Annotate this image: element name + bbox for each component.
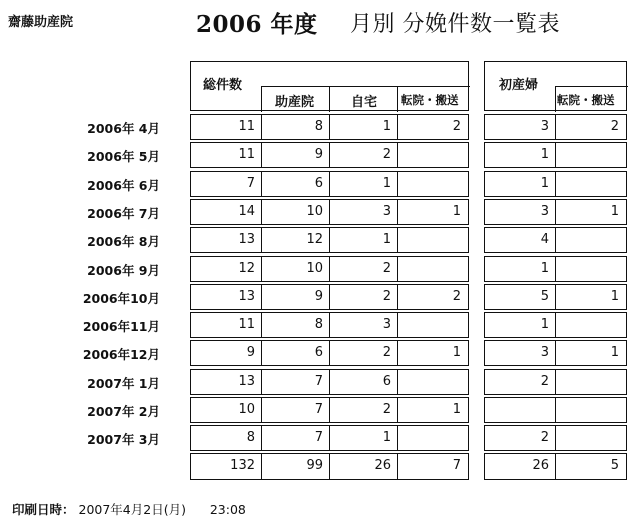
cell-total: 10 xyxy=(238,402,255,417)
cell-home: 1 xyxy=(329,228,397,252)
report-title: 月別 分娩件数一覧表 xyxy=(350,12,560,37)
cell-primipara-transfer: 1 xyxy=(555,200,625,224)
month-label: 2007年 1月 xyxy=(87,376,160,391)
total-primipara-transfer: 5 xyxy=(555,454,625,479)
total-primipara: 26 xyxy=(532,458,549,473)
cell-primipara-transfer xyxy=(555,313,625,337)
total-transfer: 7 xyxy=(397,454,467,479)
cell-total: 13 xyxy=(238,232,255,247)
cell-midwifery: 9 xyxy=(261,285,329,309)
month-label: 2006年 5月 xyxy=(87,149,160,164)
cell-home: 2 xyxy=(329,398,397,422)
header-midwifery: 助産院 xyxy=(275,95,315,110)
cell-primipara: 1 xyxy=(540,147,549,162)
cell-home: 1 xyxy=(329,115,397,139)
month-label: 2006年11月 xyxy=(82,319,160,334)
totals-main-box xyxy=(190,453,469,480)
cell-primipara-transfer xyxy=(555,426,625,450)
cell-transfer: 1 xyxy=(397,398,467,422)
table-row xyxy=(190,227,469,253)
table-row-primipara xyxy=(484,199,627,225)
table-row-primipara xyxy=(484,425,627,451)
table-row xyxy=(190,340,469,366)
cell-total: 8 xyxy=(246,430,255,445)
table-row-primipara xyxy=(484,312,627,338)
cell-total: 12 xyxy=(238,261,255,276)
cell-total: 9 xyxy=(246,345,255,360)
table-row xyxy=(190,142,469,168)
cell-primipara: 2 xyxy=(540,430,549,445)
header-main-group xyxy=(190,61,469,111)
cell-primipara-transfer xyxy=(555,370,625,394)
cell-midwifery: 7 xyxy=(261,370,329,394)
cell-total: 11 xyxy=(238,317,255,332)
table-row-primipara xyxy=(484,227,627,253)
cell-midwifery: 8 xyxy=(261,115,329,139)
month-label: 2006年10月 xyxy=(82,291,160,306)
table-row-primipara xyxy=(484,340,627,366)
table-row-primipara xyxy=(484,171,627,197)
month-label: 2006年 8月 xyxy=(87,234,160,249)
report-year-title: 2006 年度 xyxy=(196,11,318,38)
cell-primipara xyxy=(485,398,555,422)
cell-transfer xyxy=(397,257,467,281)
cell-transfer: 2 xyxy=(397,285,467,309)
cell-primipara: 1 xyxy=(540,317,549,332)
cell-primipara-transfer: 1 xyxy=(555,285,625,309)
total-total: 132 xyxy=(230,458,255,473)
cell-home: 6 xyxy=(329,370,397,394)
cell-total: 7 xyxy=(246,176,255,191)
cell-home: 2 xyxy=(329,341,397,365)
cell-home: 1 xyxy=(329,426,397,450)
total-home: 26 xyxy=(329,454,397,479)
cell-transfer xyxy=(397,172,467,196)
table-row xyxy=(190,369,469,395)
header-home: 自宅 xyxy=(351,95,378,110)
cell-total: 13 xyxy=(238,289,255,304)
table-row-primipara xyxy=(484,114,627,140)
header-transfer: 転院・搬送 xyxy=(401,93,459,107)
table-row-primipara xyxy=(484,397,627,423)
cell-primipara-transfer xyxy=(555,143,625,167)
cell-transfer xyxy=(397,313,467,337)
table-row-primipara xyxy=(484,369,627,395)
cell-primipara-transfer: 1 xyxy=(555,341,625,365)
cell-midwifery: 9 xyxy=(261,143,329,167)
cell-transfer xyxy=(397,143,467,167)
cell-midwifery: 10 xyxy=(261,257,329,281)
cell-home: 2 xyxy=(329,143,397,167)
cell-total: 13 xyxy=(238,374,255,389)
table-row xyxy=(190,425,469,451)
cell-home: 2 xyxy=(329,285,397,309)
header-primipara-group xyxy=(484,61,627,111)
cell-primipara: 2 xyxy=(540,374,549,389)
table-row xyxy=(190,312,469,338)
cell-primipara: 3 xyxy=(540,345,549,360)
cell-primipara: 5 xyxy=(540,289,549,304)
cell-transfer xyxy=(397,426,467,450)
cell-primipara-transfer: 2 xyxy=(555,115,625,139)
table-row-primipara xyxy=(484,256,627,282)
cell-transfer: 1 xyxy=(397,341,467,365)
cell-total: 14 xyxy=(238,204,255,219)
totals-primipara-box xyxy=(484,453,627,480)
month-label: 2006年 6月 xyxy=(87,178,160,193)
header-primipara-transfer: 転院・搬送 xyxy=(557,93,615,107)
cell-home: 1 xyxy=(329,172,397,196)
total-midwifery: 99 xyxy=(261,454,329,479)
month-label: 2006年 4月 xyxy=(87,121,160,136)
cell-primipara: 1 xyxy=(540,176,549,191)
cell-midwifery: 7 xyxy=(261,398,329,422)
month-label: 2007年 2月 xyxy=(87,404,160,419)
cell-transfer: 2 xyxy=(397,115,467,139)
cell-home: 3 xyxy=(329,313,397,337)
month-label: 2007年 3月 xyxy=(87,432,160,447)
table-row xyxy=(190,397,469,423)
cell-transfer: 1 xyxy=(397,200,467,224)
header-total: 総件数 xyxy=(203,78,243,93)
cell-primipara: 3 xyxy=(540,204,549,219)
cell-home: 2 xyxy=(329,257,397,281)
print-date: 2007年4月2日(月) xyxy=(78,502,186,517)
cell-midwifery: 12 xyxy=(261,228,329,252)
month-label: 2006年 7月 xyxy=(87,206,160,221)
cell-primipara-transfer xyxy=(555,398,625,422)
table-row xyxy=(190,114,469,140)
cell-primipara-transfer xyxy=(555,228,625,252)
month-label: 2006年12月 xyxy=(82,347,160,362)
table-row-primipara xyxy=(484,142,627,168)
cell-midwifery: 6 xyxy=(261,341,329,365)
print-time: 23:08 xyxy=(209,502,246,517)
cell-primipara-transfer xyxy=(555,172,625,196)
table-row xyxy=(190,171,469,197)
cell-primipara-transfer xyxy=(555,257,625,281)
table-row xyxy=(190,284,469,310)
print-info xyxy=(12,500,246,518)
table-row-primipara xyxy=(484,284,627,310)
cell-total: 11 xyxy=(238,119,255,134)
cell-primipara: 3 xyxy=(540,119,549,134)
cell-transfer xyxy=(397,228,467,252)
cell-midwifery: 6 xyxy=(261,172,329,196)
cell-transfer xyxy=(397,370,467,394)
print-label: 印刷日時： xyxy=(12,502,75,517)
cell-midwifery: 7 xyxy=(261,426,329,450)
cell-primipara: 1 xyxy=(540,261,549,276)
cell-home: 3 xyxy=(329,200,397,224)
cell-midwifery: 8 xyxy=(261,313,329,337)
cell-midwifery: 10 xyxy=(261,200,329,224)
table-row xyxy=(190,199,469,225)
cell-primipara: 4 xyxy=(540,232,549,247)
cell-total: 11 xyxy=(238,147,255,162)
table-row xyxy=(190,256,469,282)
month-label: 2006年 9月 xyxy=(87,263,160,278)
clinic-name: 齋藤助産院 xyxy=(8,15,74,30)
header-primipara: 初産婦 xyxy=(499,78,539,93)
